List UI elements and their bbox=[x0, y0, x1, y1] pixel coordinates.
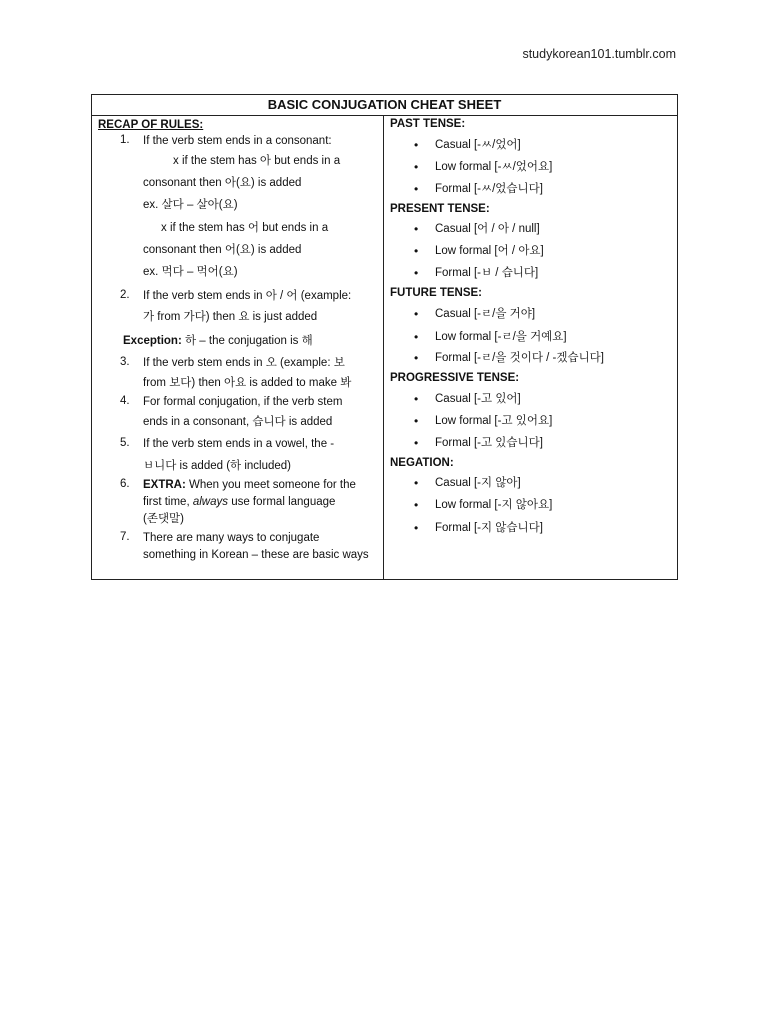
past-casual: Casual [-ㅆ/었어] bbox=[435, 139, 521, 151]
present-tense-header: PRESENT TENSE: bbox=[390, 203, 490, 215]
past-tense-header: PAST TENSE: bbox=[390, 118, 466, 130]
rule-number: 4. bbox=[120, 395, 130, 407]
present-formal: Formal [-ㅂ / 습니다] bbox=[435, 267, 539, 279]
extra-emphasis: always bbox=[192, 496, 228, 508]
tenses-column bbox=[384, 115, 677, 579]
exception-label: Exception: bbox=[123, 335, 182, 347]
rule-text: consonant then 아(요) is added bbox=[143, 177, 302, 189]
future-tense-header: FUTURE TENSE: bbox=[390, 287, 482, 299]
bullet: • bbox=[414, 160, 419, 174]
bullet: • bbox=[414, 244, 419, 258]
rule-text: If the verb stem ends in a consonant: bbox=[143, 135, 332, 147]
past-low-formal: Low formal [-ㅆ/었어요] bbox=[435, 161, 553, 173]
site-url: studykorean101.tumblr.com bbox=[522, 47, 676, 61]
rule-text: There are many ways to conjugate bbox=[143, 532, 320, 544]
bullet: • bbox=[414, 138, 419, 152]
bullet: • bbox=[414, 222, 419, 236]
future-low-formal: Low formal [-ㄹ/을 거예요] bbox=[435, 331, 567, 343]
exception-text: 하 – the conjugation is 해 bbox=[185, 335, 313, 347]
bullet: • bbox=[414, 392, 419, 406]
rules-header: RECAP OF RULES: bbox=[98, 119, 204, 131]
future-formal: Formal [-ㄹ/을 것이다 / -겠습니다] bbox=[435, 352, 604, 364]
extra-label: EXTRA: bbox=[143, 479, 186, 491]
rule-text: x if the stem has 아 but ends in a bbox=[173, 155, 341, 167]
rule-text bbox=[143, 495, 335, 509]
rule-text: ㅂ니다 is added (하 included) bbox=[143, 460, 291, 472]
bullet: • bbox=[414, 436, 419, 450]
extra-text: When you meet someone for the bbox=[189, 479, 356, 491]
progressive-low-formal: Low formal [-고 있어요] bbox=[435, 415, 553, 427]
rule-text bbox=[143, 478, 356, 492]
bullet: • bbox=[414, 182, 419, 196]
bullet: • bbox=[414, 498, 419, 512]
bullet: • bbox=[414, 521, 419, 535]
extra-text: use formal language bbox=[228, 496, 336, 508]
cheat-sheet-table bbox=[91, 94, 678, 580]
future-casual: Casual [-ㄹ/을 거야] bbox=[435, 308, 536, 320]
exception-line bbox=[123, 334, 313, 348]
bullet: • bbox=[414, 266, 419, 280]
sheet-columns bbox=[92, 115, 677, 579]
bullet: • bbox=[414, 476, 419, 490]
rule-text: If the verb stem ends in a vowel, the - bbox=[143, 438, 335, 450]
rule-example: ex. 살다 – 살아(요) bbox=[143, 199, 238, 211]
negation-formal: Formal [-지 않습니다] bbox=[435, 522, 543, 534]
bullet: • bbox=[414, 414, 419, 428]
rule-number: 3. bbox=[120, 356, 130, 368]
rule-text: (존댓말) bbox=[143, 513, 184, 525]
present-casual: Casual [어 / 아 / null] bbox=[435, 223, 540, 235]
past-formal: Formal [-ㅆ/었습니다] bbox=[435, 183, 543, 195]
rule-text: ends in a consonant, 습니다 is added bbox=[143, 416, 333, 428]
sheet-title: BASIC CONJUGATION CHEAT SHEET bbox=[92, 95, 677, 116]
bullet: • bbox=[414, 351, 419, 365]
rule-number: 7. bbox=[120, 531, 130, 543]
rule-number: 2. bbox=[120, 289, 130, 301]
rule-number: 6. bbox=[120, 478, 130, 490]
bullet: • bbox=[414, 330, 419, 344]
negation-low-formal: Low formal [-지 않아요] bbox=[435, 499, 553, 511]
negation-header: NEGATION: bbox=[390, 457, 454, 469]
progressive-casual: Casual [-고 있어] bbox=[435, 393, 521, 405]
rule-text: If the verb stem ends in 오 (example: 보 bbox=[143, 357, 345, 369]
rule-text: something in Korean – these are basic ways bbox=[143, 549, 369, 561]
present-low-formal: Low formal [어 / 아요] bbox=[435, 245, 544, 257]
rule-text: x if the stem has 어 but ends in a bbox=[161, 222, 329, 234]
progressive-tense-header: PROGRESSIVE TENSE: bbox=[390, 372, 520, 384]
bullet: • bbox=[414, 307, 419, 321]
rule-number: 5. bbox=[120, 437, 130, 449]
rule-text: If the verb stem ends in 아 / 어 (example: bbox=[143, 290, 352, 302]
rule-text: consonant then 어(요) is added bbox=[143, 244, 302, 256]
progressive-formal: Formal [-고 있습니다] bbox=[435, 437, 543, 449]
extra-text: first time, bbox=[143, 496, 193, 508]
rule-number: 1. bbox=[120, 134, 130, 146]
rules-column bbox=[92, 115, 384, 579]
rule-text: from 보다) then 아요 is added to make 봐 bbox=[143, 377, 352, 389]
rule-example: ex. 먹다 – 먹어(요) bbox=[143, 266, 238, 278]
rule-text: For formal conjugation, if the verb stem bbox=[143, 396, 343, 408]
rule-text: 가 from 가다) then 요 is just added bbox=[143, 311, 318, 323]
negation-casual: Casual [-지 않아] bbox=[435, 477, 521, 489]
